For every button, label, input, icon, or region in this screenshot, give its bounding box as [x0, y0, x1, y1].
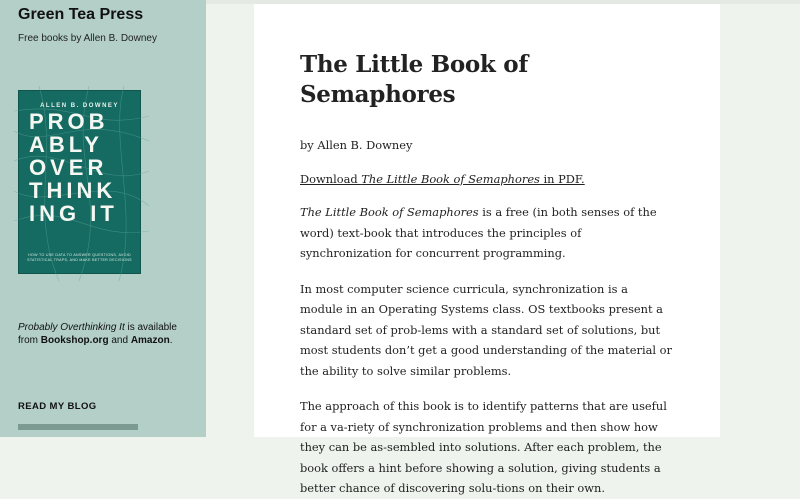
approach-paragraph: The approach of this book is to identify patterns that are useful for a va-riety of synchronization problems and then show how they can be as-sembled into solutions. After each problem, the book offers a hint before showing a solution, giving students a better chance of discovering solu-tions on their own.	[300, 399, 667, 495]
sidebar	[0, 0, 206, 437]
book-cover-image[interactable]	[18, 90, 141, 274]
site-title-link[interactable]: Green Tea Press	[18, 6, 144, 23]
byline: by Allen B. Downey	[300, 138, 413, 152]
cover-subtitle: HOW TO USE DATA TO ANSWER QUESTIONS, AVOID STATISTICAL TRAPS, AND MAKE BETTER DECISIONS	[27, 253, 132, 262]
intro-book-title: The Little Book of Semaphores	[300, 205, 479, 219]
blog-heading: READ MY BLOG	[18, 401, 97, 412]
download-book-title: The Little Book of Semaphores	[361, 171, 540, 186]
blog-link-cutoff[interactable]	[18, 424, 138, 430]
promo-text: .	[169, 335, 173, 346]
book-promo	[18, 321, 188, 347]
cover-title-line: THINK	[29, 178, 117, 203]
intro-paragraph	[300, 202, 674, 264]
main-content	[254, 4, 720, 495]
promo-text: and	[108, 335, 131, 346]
page-title: The Little Book of Semaphores	[300, 51, 528, 108]
promo-book-title: Probably Overthinking It	[18, 322, 125, 333]
intro-text: is a free (in both senses of the word) text-book that introduces the principles of synchronization for concurrent programming.	[300, 205, 657, 260]
cover-title	[29, 110, 132, 225]
download-pdf-link[interactable]	[300, 172, 585, 186]
bookshop-link[interactable]: Bookshop.org	[40, 335, 109, 346]
cover-title-line: ING IT	[29, 201, 118, 226]
download-suffix: in PDF.	[539, 171, 585, 186]
download-prefix: Download	[300, 171, 362, 186]
amazon-link[interactable]: Amazon	[130, 335, 170, 346]
promo-text: is available from	[18, 322, 177, 346]
cover-title-line: ABLY	[29, 132, 103, 157]
cover-author: ALLEN B. DOWNEY	[40, 103, 119, 109]
download-line	[300, 169, 674, 190]
site-description: Free books by Allen B. Downey	[18, 33, 157, 44]
curricula-paragraph: In most computer science curricula, synchronization is a module in an Operating Systems class. OS textbooks present a standard set of prob-lems with a standard set of solutions, but most students don’t get a good understanding of the material or the ability to solve similar problems.	[300, 281, 672, 378]
cover-title-line: OVER	[29, 155, 108, 180]
cover-title-line: PROB	[29, 109, 109, 134]
